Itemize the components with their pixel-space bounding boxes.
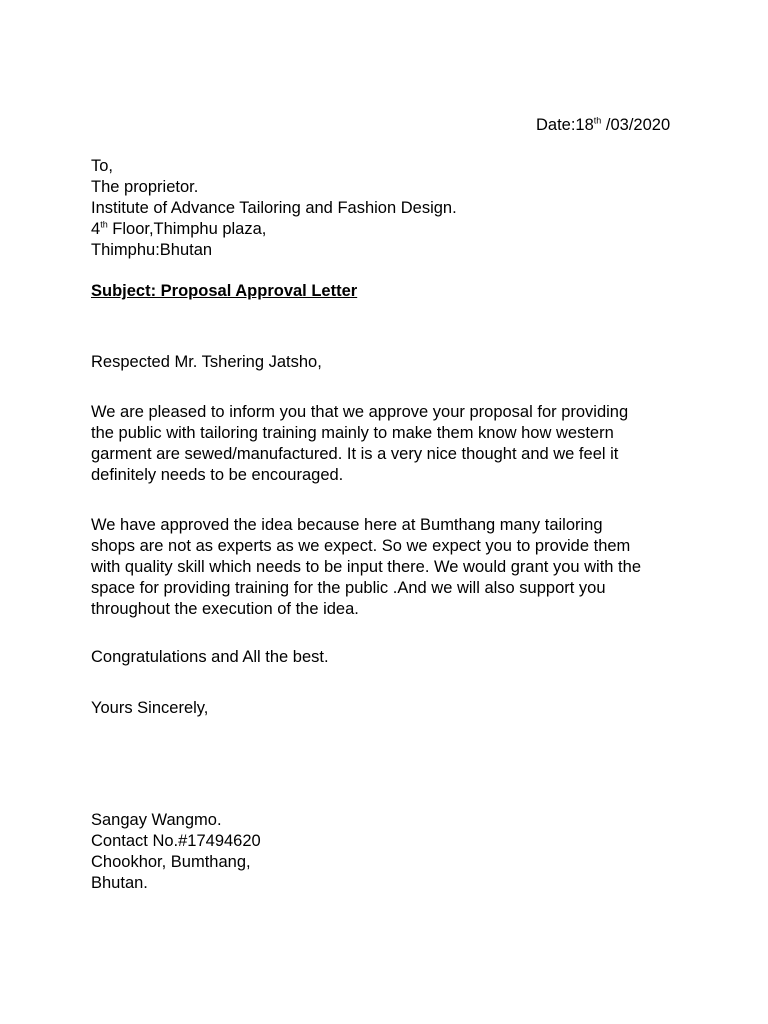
recipient-title: The proprietor.: [91, 178, 199, 196]
recipient-organization: Institute of Advance Tailoring and Fashion Design.: [91, 199, 457, 217]
recipient-city: Thimphu:Bhutan: [91, 241, 213, 259]
recipient-to: To,: [91, 157, 114, 175]
floor-number: 4: [91, 220, 101, 238]
paragraph-1-line: the public with tailoring training mainly to make them know how western: [91, 424, 614, 442]
paragraph-2-line: shops are not as experts as we expect. So we expect you to provide them: [91, 537, 631, 555]
date-prefix: Date:18: [536, 116, 594, 134]
sender-address: Chookhor, Bumthang,: [91, 853, 251, 871]
paragraph-2-line: We have approved the idea because here at Bumthang many tailoring: [91, 516, 603, 534]
paragraph-1: [91, 402, 628, 486]
letter-date: [536, 115, 670, 136]
sender-name: Sangay Wangmo.: [91, 811, 222, 829]
paragraph-1-line: We are pleased to inform you that we approve your proposal for providing: [91, 403, 629, 421]
congratulations-line: Congratulations and All the best.: [91, 648, 329, 666]
date-suffix: /03/2020: [601, 116, 671, 134]
paragraph-1-line: definitely needs to be encouraged.: [91, 466, 344, 484]
letter-subject: Subject: Proposal Approval Letter: [91, 282, 358, 300]
paragraph-1-line: garment are sewed/manufactured. It is a very nice thought and we feel it: [91, 445, 619, 463]
letter-salutation: Respected Mr. Tshering Jatsho,: [91, 353, 322, 371]
closing-line: Yours Sincerely,: [91, 699, 209, 717]
date-ordinal-suffix: th: [593, 115, 602, 126]
floor-ordinal-suffix: th: [100, 219, 108, 230]
paragraph-2-line: space for providing training for the public .And we will also support you: [91, 579, 606, 597]
paragraph-2: [91, 515, 641, 620]
recipient-floor: [91, 219, 266, 240]
sender-country: Bhutan.: [91, 874, 148, 892]
sender-contact: Contact No.#17494620: [91, 832, 261, 850]
paragraph-2-line: with quality skill which needs to be input there. We would grant you with the: [91, 558, 641, 576]
paragraph-2-line: throughout the execution of the idea.: [91, 600, 359, 618]
floor-rest: Floor,Thimphu plaza,: [107, 220, 267, 238]
